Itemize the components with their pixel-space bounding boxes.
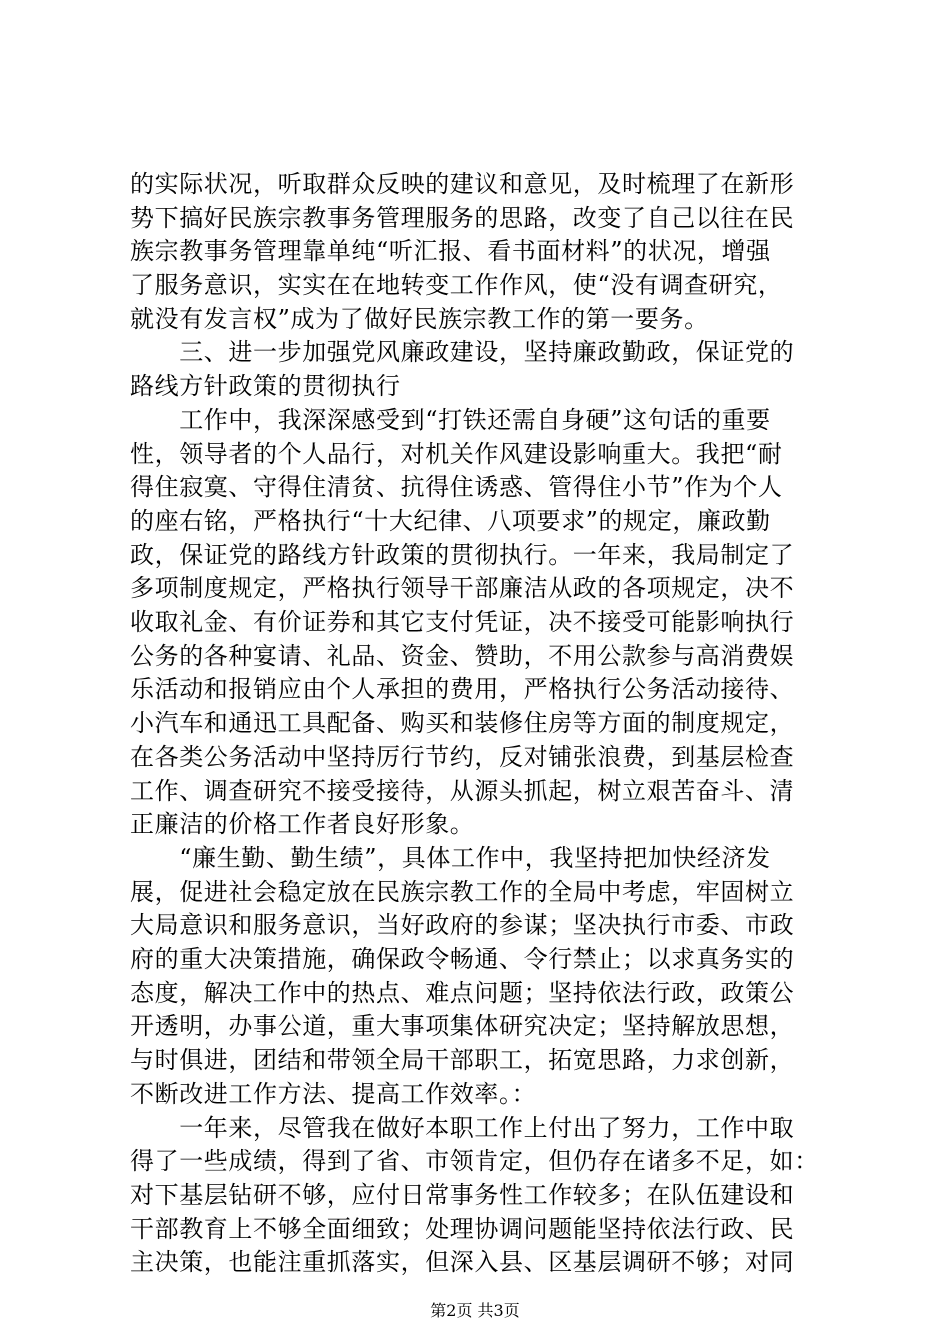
text-line: 性，领导者的个人品行，对机关作风建设影响重大。我把“耐	[130, 439, 783, 468]
text-line: 收取礼金、有价证券和其它支付凭证，决不接受可能影响执行	[130, 608, 795, 637]
text-line: “廉生勤、勤生绩”，具体工作中，我坚持把加快经济发	[130, 843, 771, 872]
section-heading: 三、进一步加强党风廉政建设，坚持廉政勤政，保证党的	[130, 338, 795, 367]
text-line: 得住寂寞、守得住清贫、抗得住诱惑、管得住小节”作为个人	[130, 473, 783, 502]
text-line: 政，保证党的路线方针政策的贯彻执行。一年来，我局制定了	[130, 540, 795, 569]
text-line: 与时俱进，团结和带领全局干部职工，拓宽思路，力求创新，	[130, 1046, 795, 1075]
text-line: 了服务意识，实实在在地转变工作作风，使“没有调查研究，	[130, 271, 783, 300]
text-line: 一年来，尽管我在做好本职工作上付出了努力，工作中取	[130, 1113, 795, 1142]
text-line: 得了一些成绩，得到了省、市领肯定，但仍存在诸多不足，如：	[130, 1147, 819, 1176]
text-line: 大局意识和服务意识，当好政府的参谋；坚决执行市委、市政	[130, 911, 795, 940]
section-heading: 路线方针政策的贯彻执行	[130, 372, 401, 401]
text-line: 多项制度规定，严格执行领导干部廉洁从政的各项规定，决不	[130, 574, 795, 603]
text-line: 干部教育上不够全面细致；处理协调问题能坚持依法行政、民	[130, 1214, 795, 1243]
text-line: 的实际状况，听取群众反映的建议和意见，及时梳理了在新形	[130, 170, 795, 198]
text-line: 公务的各种宴请、礼品、资金、赞助，不用公款参与高消费娱	[130, 641, 795, 670]
text-line: 开透明，办事公道，重大事项集体研究决定；坚持解放思想，	[130, 1012, 795, 1041]
text-line: 态度，解决工作中的热点、难点问题；坚持依法行政，政策公	[130, 978, 795, 1007]
text-line: 展，促进社会稳定放在民族宗教工作的全局中考虑，牢固树立	[130, 877, 795, 906]
text-line: 正廉洁的价格工作者良好形象。	[130, 810, 475, 839]
text-line: 工作、调查研究不接受接待，从源头抓起，树立艰苦奋斗、清	[130, 776, 795, 805]
text-line: 在各类公务活动中坚持厉行节约，反对铺张浪费，到基层检查	[130, 742, 795, 771]
text-line: 势下搞好民族宗教事务管理服务的思路，改变了自己以往在民	[130, 203, 795, 232]
text-line: 主决策，也能注重抓落实，但深入县、区基层调研不够；对同	[130, 1248, 795, 1277]
text-line: 就没有发言权”成为了做好民族宗教工作的第一要务。	[130, 304, 709, 333]
text-line: 府的重大决策措施，确保政令畅通、令行禁止；以求真务实的	[130, 945, 795, 974]
text-line: 对下基层钻研不够，应付日常事务性工作较多；在队伍建设和	[130, 1180, 795, 1209]
text-line: 乐活动和报销应由个人承担的费用，严格执行公务活动接待、	[130, 675, 795, 704]
text-line: 族宗教事务管理靠单纯“听汇报、看书面材料”的状况，增强	[130, 237, 771, 266]
text-line: 不断改进工作方法、提高工作效率。：	[130, 1079, 537, 1108]
text-line: 工作中，我深深感受到“打铁还需自身硬”这句话的重要	[130, 405, 771, 434]
text-line: 的座右铭，严格执行“十大纪律、八项要求”的规定，廉政勤	[130, 506, 771, 535]
text-line: 小汽车和通迅工具配备、购买和装修住房等方面的制度规定，	[130, 709, 795, 738]
page-number-footer: 第2页 共3页	[430, 1301, 520, 1320]
